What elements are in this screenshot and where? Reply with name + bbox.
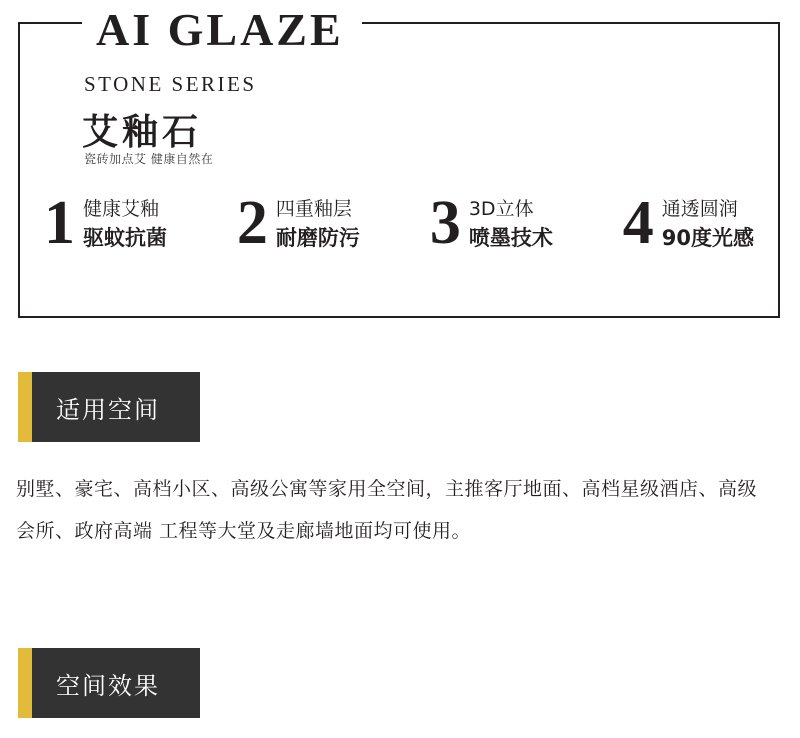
feature-text (662, 194, 754, 253)
feature-item (429, 189, 553, 257)
feature-item (44, 189, 167, 257)
section-heading-applicable-space (18, 372, 200, 442)
feature-text (469, 194, 553, 253)
feature-text (83, 194, 167, 253)
brand-banner (18, 4, 780, 318)
brand-name-chinese: 艾釉石 (82, 112, 203, 153)
feature-line-primary: 3D立体 (468, 198, 534, 220)
feature-line-secondary: 喷墨技术 (468, 226, 553, 250)
feature-number: 1 (44, 189, 75, 257)
section-label: 适用空间 (32, 372, 200, 442)
section-accent-bar (18, 372, 32, 442)
feature-number: 4 (622, 189, 654, 257)
feature-line-primary: 四重釉层 (275, 198, 352, 220)
section-accent-bar (18, 648, 32, 718)
feature-number: 2 (236, 189, 268, 257)
feature-list (44, 189, 754, 257)
brand-subtitle-english: STONE SERIES (84, 72, 257, 96)
feature-item (622, 189, 754, 257)
feature-item (236, 189, 360, 257)
section-label: 空间效果 (32, 648, 200, 718)
feature-text (276, 194, 360, 253)
applicable-space-paragraph: 别墅、豪宅、高档小区、高级公寓等家用全空间，主推客厅地面、高档星级酒店、高级会所、政府高端 工程等大堂及走廊墙地面均可使用。 (16, 478, 758, 542)
feature-line-secondary: 驱蚊抗菌 (83, 226, 167, 250)
brand-slogan: 瓷砖加点艾 健康自然在 (84, 152, 214, 166)
feature-line-secondary: 耐磨防污 (275, 226, 360, 250)
section-heading-space-effect (18, 648, 200, 718)
brand-title: AI GLAZE (82, 4, 362, 56)
feature-number: 3 (429, 189, 461, 257)
feature-line-primary: 通透圆润 (661, 198, 738, 220)
feature-line-secondary: 90度光感 (661, 226, 754, 250)
feature-line-primary: 健康艾釉 (83, 198, 160, 220)
